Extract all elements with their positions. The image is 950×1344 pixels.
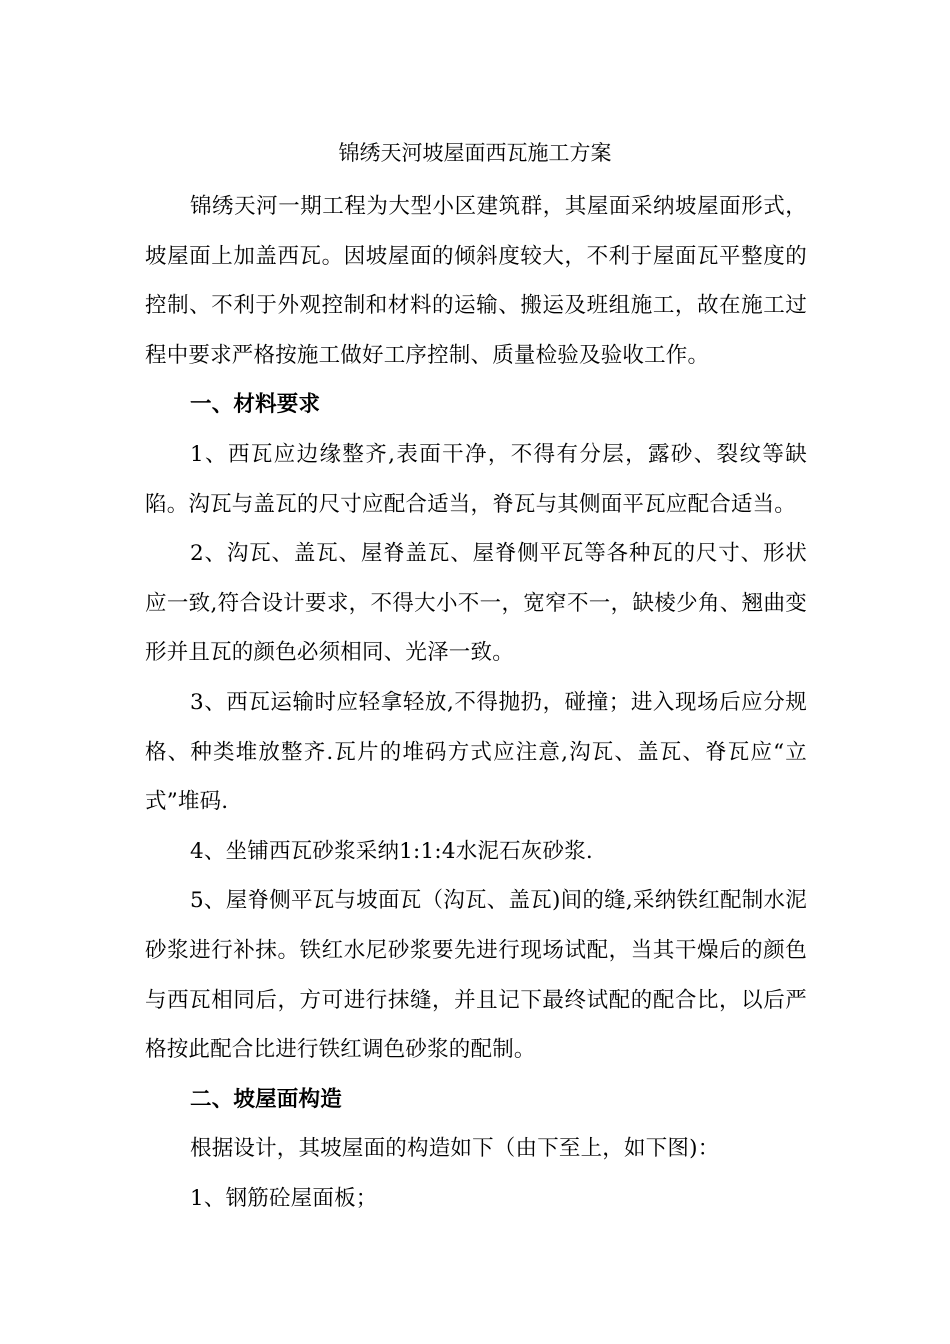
materials-item-3: 3、西瓦运输时应轻拿轻放,不得抛扔，碰撞；进入现场后应分规格、种类堆放整齐.瓦片的堆码方式应注意,沟瓦、盖瓦、脊瓦应“立式”堆码. [145,689,807,815]
materials-item-2: 2、沟瓦、盖瓦、屋脊盖瓦、屋脊侧平瓦等各种瓦的尺寸、形状应一致,符合设计要求，不得大小不一，宽窄不一，缺棱少角、翘曲变形并且瓦的颜色必须相同、光泽一致。 [145,541,807,666]
roof-structure-item-1: 1、钢筋砼屋面板； [190,1185,378,1211]
materials-item-1: 1、西瓦应边缘整齐,表面干净，不得有分层，露砂、裂纹等缺陷。沟瓦与盖瓦的尺寸应配合适当，脊瓦与其侧面平瓦应配合适当。 [145,441,807,517]
document-body [145,182,807,1223]
intro-paragraph: 锦绣天河一期工程为大型小区建筑群，其屋面采纳坡屋面形式，坡屋面上加盖西瓦。因坡屋面的倾斜度较大，不利于屋面瓦平整度的控制、不利于外观控制和材料的运输、搬运及班组施工，故在施工过程中要求严格按施工做好工序控制、质量检验及验收工作。 [145,194,807,368]
materials-item-4: 4、坐铺西瓦砂浆采纳1:1:4水泥石灰砂浆. [190,838,593,864]
section-heading-roof-structure: 二、坡屋面构造 [190,1086,342,1112]
section-heading-materials: 一、材料要求 [190,392,321,418]
roof-structure-intro: 根据设计，其坡屋面的构造如下（由下至上，如下图)： [190,1136,720,1162]
materials-item-5: 5、屋脊侧平瓦与坡面瓦（沟瓦、盖瓦)间的缝,采纳铁红配制水泥砂浆进行补抹。铁红水尼砂浆要先进行现场试配，当其干燥后的颜色与西瓦相同后，方可进行抹缝，并且记下最终试配的配合比，以后严格按此配合比进行铁红调色砂浆的配制。 [145,888,807,1063]
document-title: 锦绣天河坡屋面西瓦施工方案 [338,141,612,165]
